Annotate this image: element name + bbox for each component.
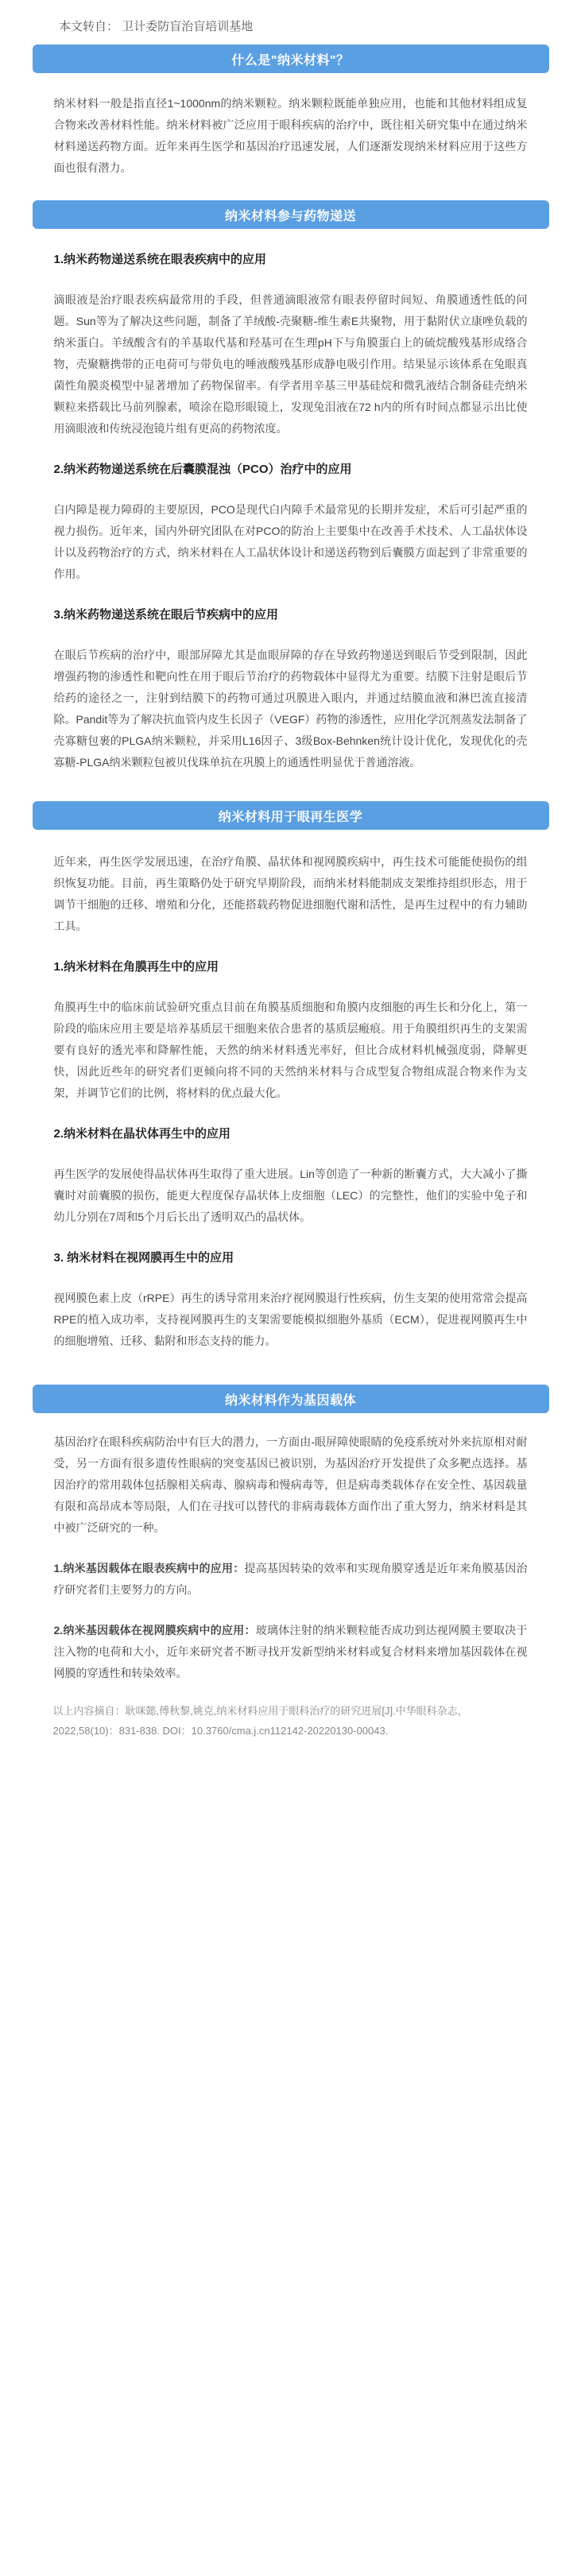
section-body — [33, 73, 549, 200]
item-text: 玻璃体注射的纳米颗粒能否成功到达视网膜主要取决于注入物的电荷和大小，近年来研究者不断寻找开发新型纳米材料或复合材料来增加基因载体在视网膜的穿透性和转染效率。 — [53, 1624, 528, 1679]
citation: 以上内容摘自：耿咪懿,傅秋黎,姚克,纳米材料应用于眼科治疗的研究进展[J].中华眼科杂志，2022,58(10)：831-838. DOI：10.3760/cma.j.cn112142-20220130-00043. — [52, 1705, 468, 1737]
section-banner-regenerative-medicine — [33, 801, 549, 830]
section-banner-what-is-nanomaterial — [33, 45, 549, 73]
section-title: 纳米材料用于眼再生医学 — [218, 810, 363, 824]
subsection-heading: 3. 纳米材料在视网膜再生中的应用 — [53, 1251, 234, 1265]
source-prefix: 本文转自： — [59, 20, 119, 33]
subsection-heading: 2.纳米药物递送系统在后囊膜混浊（PCO）治疗中的应用 — [53, 463, 352, 476]
section-title: 什么是"纳米材料"？ — [231, 53, 350, 68]
gene-carrier-item — [54, 1558, 528, 1601]
section-banner-gene-carrier — [33, 1385, 549, 1413]
section-intro: 近年来，再生医学发展迅速，在治疗角膜、晶状体和视网膜疾病中，再生技术可能能使损伤的组织恢复功能。目前，再生策略仍处于研究早期阶段，而纳米材料能制成支架维持组织形态，用于调节干细胞的迁移、增殖和分化，还能搭载药物促进细胞代谢和活性，是再生过程中的有力辅助工具。 — [53, 855, 528, 932]
source-name: 卫计委防盲治盲培训基地 — [122, 20, 254, 33]
item-text: 提高基因转染的效率和实现角膜穿透是近年来角膜基因治疗研究者们主要努力的方向。 — [53, 1562, 528, 1596]
gene-carrier-item — [54, 1620, 528, 1684]
subsection-heading: 1.纳米药物递送系统在眼表疾病中的应用 — [53, 253, 267, 266]
subsection-text: 角膜再生中的临床前试验研究重点目前在角膜基质细胞和角膜内皮细胞的再生长和分化上，第一阶段的临床应用主要是培养基质层干细胞来依合患者的基质层瘢痕。用于角膜组织再生的支架需要有良好的透光率和降解性能，天然的纳米材料透光率好，但比合成材料机械强度弱，降解更快，因此近些年的研究者们更倾向将不同的天然纳米材料与合成型复合物组成混合物来作为支架，并调节它们的比例，将材料的优点最大化。 — [53, 1001, 528, 1099]
subsection-heading: 3.纳米药物递送系统在眼后节疾病中的应用 — [53, 608, 279, 622]
subsection-text: 滴眼液是治疗眼表疾病最常用的手段，但普通滴眼液常有眼表停留时间短、角膜通透性低的问题。Sun等为了解决这些问题，制备了羊绒酸-壳聚糖-维生素E共聚物，用于黏附伏立康唑负载的纳米蛋白。羊绒酸含有的羊基取代基和羟基可在生理pH下与角膜蛋白上的硫烷酸残基形成络合物，壳聚糖携带的正电荷可与带负电的唾液酸残基形成静电吸引作用。结果显示该体系在兔眼真菌性角膜炎模型中显著增加了药物保留率。有学者用辛基三甲基硅烷和微乳液结合制备硅壳纳米颗粒来搭载比马前列腺素，喷涂在隐形眼镜上，发现兔泪液在72 h内的所有时间点都显示出比使用滴眼液和传统浸泡镜片组有更高的药物浓度。 — [53, 293, 528, 435]
item-heading: 2.纳米基因载体在视网膜疾病中的应用： — [53, 1624, 256, 1637]
subsection-heading: 2.纳米材料在晶状体再生中的应用 — [53, 1127, 231, 1141]
section-intro: 基因治疗在眼科疾病防治中有巨大的潜力，一方面由-眼屏障使眼睛的免疫系统对外来抗原相对耐受，另一方面有很多遗传性眼病的突变基因已被识别，为基因治疗开发提供了众多靶点选择。基因治疗的常用载体包括腺相关病毒、腺病毒和慢病毒等，但是病毒类载体存在安全性、基因载量有限和高昂成本等局限，人们在寻找可以替代的非病毒载体方面作出了重大努力，纳米材料是其中被广泛研究的一种。 — [53, 1435, 528, 1534]
section-banner-drug-delivery — [33, 200, 549, 229]
subsection-text: 视网膜色素上皮（rRPE）再生的诱导常用来治疗视网膜退行性疾病，仿生支架的使用常常会提高RPE的植入成功率，支持视网膜再生的支架需要能模拟细胞外基质（ECM），促进视网膜再生中的细胞增殖、迁移、黏附和形态支持的能力。 — [53, 1292, 528, 1347]
section-title: 纳米材料参与药物递送 — [224, 209, 356, 223]
section-title: 纳米材料作为基因载体 — [224, 1393, 356, 1408]
subsection-heading: 1.纳米材料在角膜再生中的应用 — [53, 960, 219, 974]
paragraph: 纳米材料一般是指直径1~1000nm的纳米颗粒。纳米颗粒既能单独应用，也能和其他材料组成复合物来改善材料性能。纳米材料被广泛应用于眼科疾病的治疗中，既往相关研究集中在通过纳米材料递送药物方面。近年来再生医学和基因治疗迅速发展，人们逐渐发现纳米材料应用于这些方面也很有潜力。 — [53, 97, 528, 174]
subsection-text: 再生医学的发展使得晶状体再生取得了重大进展。Lin等创造了一种新的断囊方式，大大减小了撕囊时对前囊膜的损伤，能更大程度保存晶状体上皮细胞（LEC）的完整性，他们的实验中兔子和幼儿分别在7周和5个月后长出了透明双凸的晶状体。 — [53, 1168, 528, 1223]
subsection-text: 在眼后节疾病的治疗中，眼部屏障尤其是血眼屏障的存在导致药物递送到眼后节受到限制，因此增强药物的渗透性和靶向性在用于眼后节治疗的药物载体中显得尤为重要。结膜下注射是眼后节给药的途径之一，注射到结膜下的药物可通过巩膜进入眼内，并通过结膜血液和淋巴流直接清除。Pandit等为了解决抗血管内皮生长因子（VEGF）药物的渗透性，应用化学沉剂蒸发法制备了壳寡糖包裹的PLGA纳米颗粒，并采用L16因子、3级Box-Behnken统计设计优化，发现优化的壳寡糖-PLGA纳米颗粒包被贝伐珠单抗在巩膜上的通透性明显优于普通溶液。 — [53, 649, 528, 769]
item-heading: 1.纳米基因载体在眼表疾病中的应用： — [53, 1562, 245, 1575]
section-body — [33, 1413, 549, 1701]
section-body — [33, 830, 549, 1385]
source-line — [0, 0, 581, 35]
section-body — [33, 229, 549, 801]
subsection-text: 白内障是视力障碍的主要原因，PCO是现代白内障手术最常见的长期并发症，术后可引起严重的视力损伤。近年来，国内外研究团队在对PCO的防治上主要集中在改善手术技术、人工晶状体设计以及药物治疗的方式，纳米材料在人工晶状体设计和递送药物到后囊膜方面起到了非常重要的作用。 — [53, 503, 528, 580]
